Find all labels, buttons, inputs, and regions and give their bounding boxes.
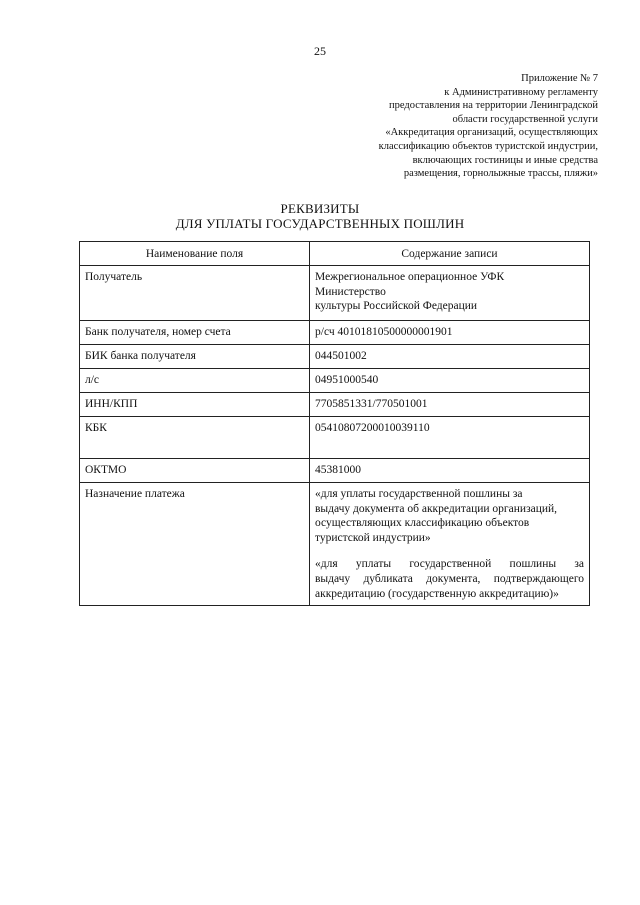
value-line: выдачу документа об аккредитации организаций, [315, 502, 558, 515]
value-line: Межрегиональное операционное УФК [315, 271, 505, 283]
payment-purpose-1 [315, 487, 584, 545]
table-row [80, 266, 590, 321]
table-row [80, 417, 590, 459]
field-value: 044501002 [310, 345, 590, 369]
page-number: 25 [314, 44, 326, 58]
table-row [80, 345, 590, 369]
appendix-line: области государственной услуги [452, 113, 598, 125]
title-line-2: ДЛЯ УПЛАТЫ ГОСУДАРСТВЕННЫХ ПОШЛИН [175, 216, 465, 231]
table-row [80, 393, 590, 417]
value-line: аккредитацию (государственную аккредитацию)» [315, 588, 559, 600]
value-line: культуры Российской Федерации [315, 300, 478, 312]
field-name: КБК [80, 417, 310, 459]
field-name: Назначение платежа [80, 483, 310, 606]
field-value [310, 483, 590, 606]
requisites-table [79, 241, 590, 606]
field-name: ОКТМО [80, 459, 310, 483]
appendix-line: включающих гостиницы и иные средства [412, 154, 598, 166]
table-row [80, 369, 590, 393]
value-line: туристской индустрии» [315, 531, 431, 544]
table-row [80, 321, 590, 345]
appendix-line: «Аккредитация организаций, осуществляющих [385, 127, 598, 139]
field-value: 7705851331/770501001 [310, 393, 590, 417]
field-value: 05410807200010039110 [310, 417, 590, 459]
value-line: выдачу дубликата документа, подтверждающего [315, 573, 584, 585]
appendix-line: предоставления на территории Ленинградской [388, 100, 598, 112]
field-name: Получатель [80, 266, 310, 321]
table-header-row [80, 242, 590, 266]
value-line: «для уплаты государственной пошлины за [315, 558, 584, 570]
document-title [0, 201, 640, 231]
value-line: «для уплаты государственной пошлины за [315, 488, 523, 500]
value-line: осуществляющих классификацию объектов [315, 517, 530, 529]
payment-purpose-2 [315, 557, 584, 602]
field-value: 04951000540 [310, 369, 590, 393]
appendix-line: к Административному регламенту [444, 86, 598, 98]
column-header-value: Содержание записи [310, 242, 590, 266]
table-row [80, 483, 590, 606]
field-value: 45381000 [310, 459, 590, 483]
field-value: р/сч 40101810500000001901 [310, 321, 590, 345]
title-line-1: РЕКВИЗИТЫ [280, 201, 360, 216]
appendix-header [298, 72, 598, 181]
value-line: Министерство [315, 285, 386, 298]
field-value [310, 266, 590, 321]
field-name: БИК банка получателя [80, 345, 310, 369]
field-name: Банк получателя, номер счета [80, 321, 310, 345]
appendix-line: Приложение № 7 [521, 73, 598, 84]
appendix-line: классификацию объектов туристской индустрии, [378, 140, 598, 152]
field-name: ИНН/КПП [80, 393, 310, 417]
column-header-field: Наименование поля [80, 242, 310, 266]
field-name: л/с [80, 369, 310, 393]
appendix-line: размещения, горнолыжные трассы, пляжи» [403, 168, 598, 180]
table-row [80, 459, 590, 483]
